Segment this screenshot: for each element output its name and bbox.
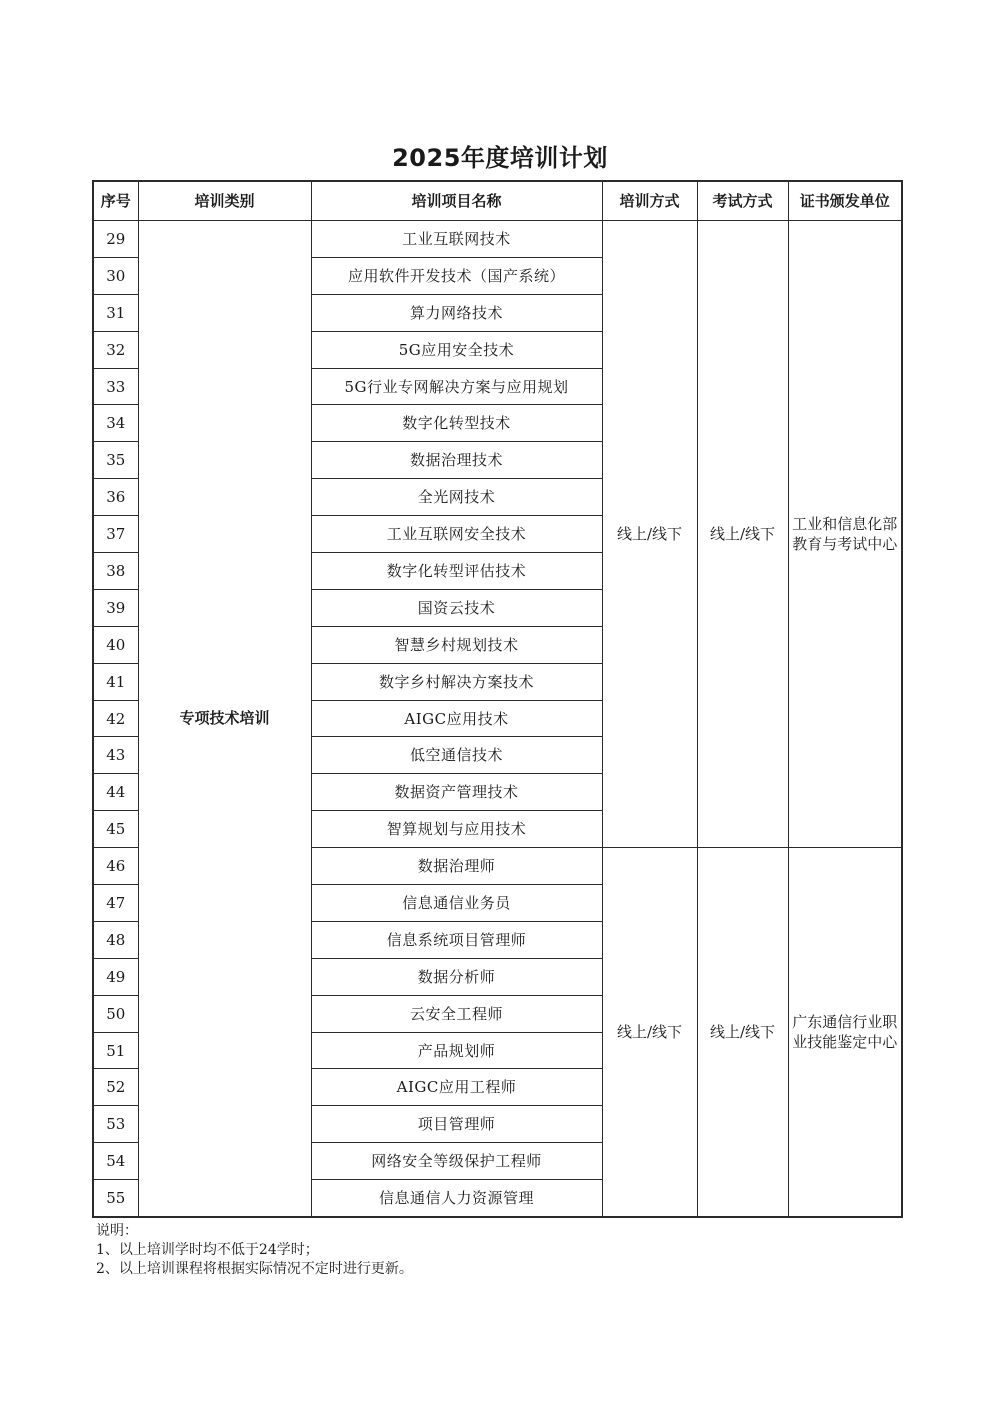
note-item: 1、以上培训学时均不低于24学时； [96,1242,319,1258]
project-name: 全光网技术 [311,479,602,516]
project-name: 国资云技术 [311,589,602,626]
project-name: 网络安全等级保护工程师 [311,1143,602,1180]
project-name: 智慧乡村规划技术 [311,626,602,663]
project-name: AIGC应用技术 [311,700,602,737]
row-index: 37 [93,516,138,553]
notes-heading: 说明： [96,1223,138,1239]
row-index: 32 [93,331,138,368]
row-index: 42 [93,700,138,737]
project-name: 工业互联网安全技术 [311,516,602,553]
category-cell: 专项技术培训 [138,221,311,1217]
project-name: 信息通信人力资源管理 [311,1180,602,1217]
row-index: 48 [93,921,138,958]
row-index: 31 [93,294,138,331]
row-index: 44 [93,774,138,811]
row-index: 51 [93,1032,138,1069]
project-name: 5G行业专网解决方案与应用规划 [311,368,602,405]
row-index: 36 [93,479,138,516]
note-item: 2、以上培训课程将根据实际情况不定时进行更新。 [96,1261,413,1277]
row-index: 35 [93,442,138,479]
row-index: 52 [93,1069,138,1106]
table-header-row [93,181,902,221]
row-index: 54 [93,1143,138,1180]
project-name: 数据治理师 [311,848,602,885]
table-body [93,221,902,1217]
project-name: 产品规划师 [311,1032,602,1069]
row-index: 55 [93,1180,138,1217]
training-method: 线上/线下 [602,221,697,848]
project-name: 5G应用安全技术 [311,331,602,368]
page-title: 2025年度培训计划 [392,144,608,172]
header-exam: 考试方式 [697,181,788,221]
project-name: 信息系统项目管理师 [311,921,602,958]
exam-method: 线上/线下 [697,848,788,1217]
row-index: 40 [93,626,138,663]
project-name: 数据资产管理技术 [311,774,602,811]
row-index: 46 [93,848,138,885]
project-name: 数据分析师 [311,958,602,995]
header-method: 培训方式 [602,181,697,221]
training-plan-table [92,180,903,1218]
row-index: 38 [93,553,138,590]
project-name: 数字化转型评估技术 [311,553,602,590]
row-index: 29 [93,221,138,258]
row-index: 49 [93,958,138,995]
project-name: 智算规划与应用技术 [311,811,602,848]
certificate-issuer: 工业和信息化部教育与考试中心 [788,221,902,848]
row-index: 34 [93,405,138,442]
notes [96,1222,413,1279]
row-index: 53 [93,1106,138,1143]
header-category: 培训类别 [138,181,311,221]
project-name: 数字乡村解决方案技术 [311,663,602,700]
table-row [93,221,902,258]
exam-method: 线上/线下 [697,221,788,848]
project-name: 工业互联网技术 [311,221,602,258]
row-index: 33 [93,368,138,405]
training-method: 线上/线下 [602,848,697,1217]
header-index: 序号 [93,181,138,221]
row-index: 41 [93,663,138,700]
project-name: 应用软件开发技术（国产系统） [311,257,602,294]
project-name: AIGC应用工程师 [311,1069,602,1106]
row-index: 50 [93,995,138,1032]
row-index: 30 [93,257,138,294]
project-name: 信息通信业务员 [311,885,602,922]
project-name: 数字化转型技术 [311,405,602,442]
project-name: 云安全工程师 [311,995,602,1032]
project-name: 算力网络技术 [311,294,602,331]
project-name: 低空通信技术 [311,737,602,774]
certificate-issuer: 广东通信行业职业技能鉴定中心 [788,848,902,1217]
project-name: 数据治理技术 [311,442,602,479]
row-index: 39 [93,589,138,626]
header-name: 培训项目名称 [311,181,602,221]
header-issuer: 证书颁发单位 [788,181,902,221]
project-name: 项目管理师 [311,1106,602,1143]
row-index: 45 [93,811,138,848]
row-index: 47 [93,885,138,922]
row-index: 43 [93,737,138,774]
